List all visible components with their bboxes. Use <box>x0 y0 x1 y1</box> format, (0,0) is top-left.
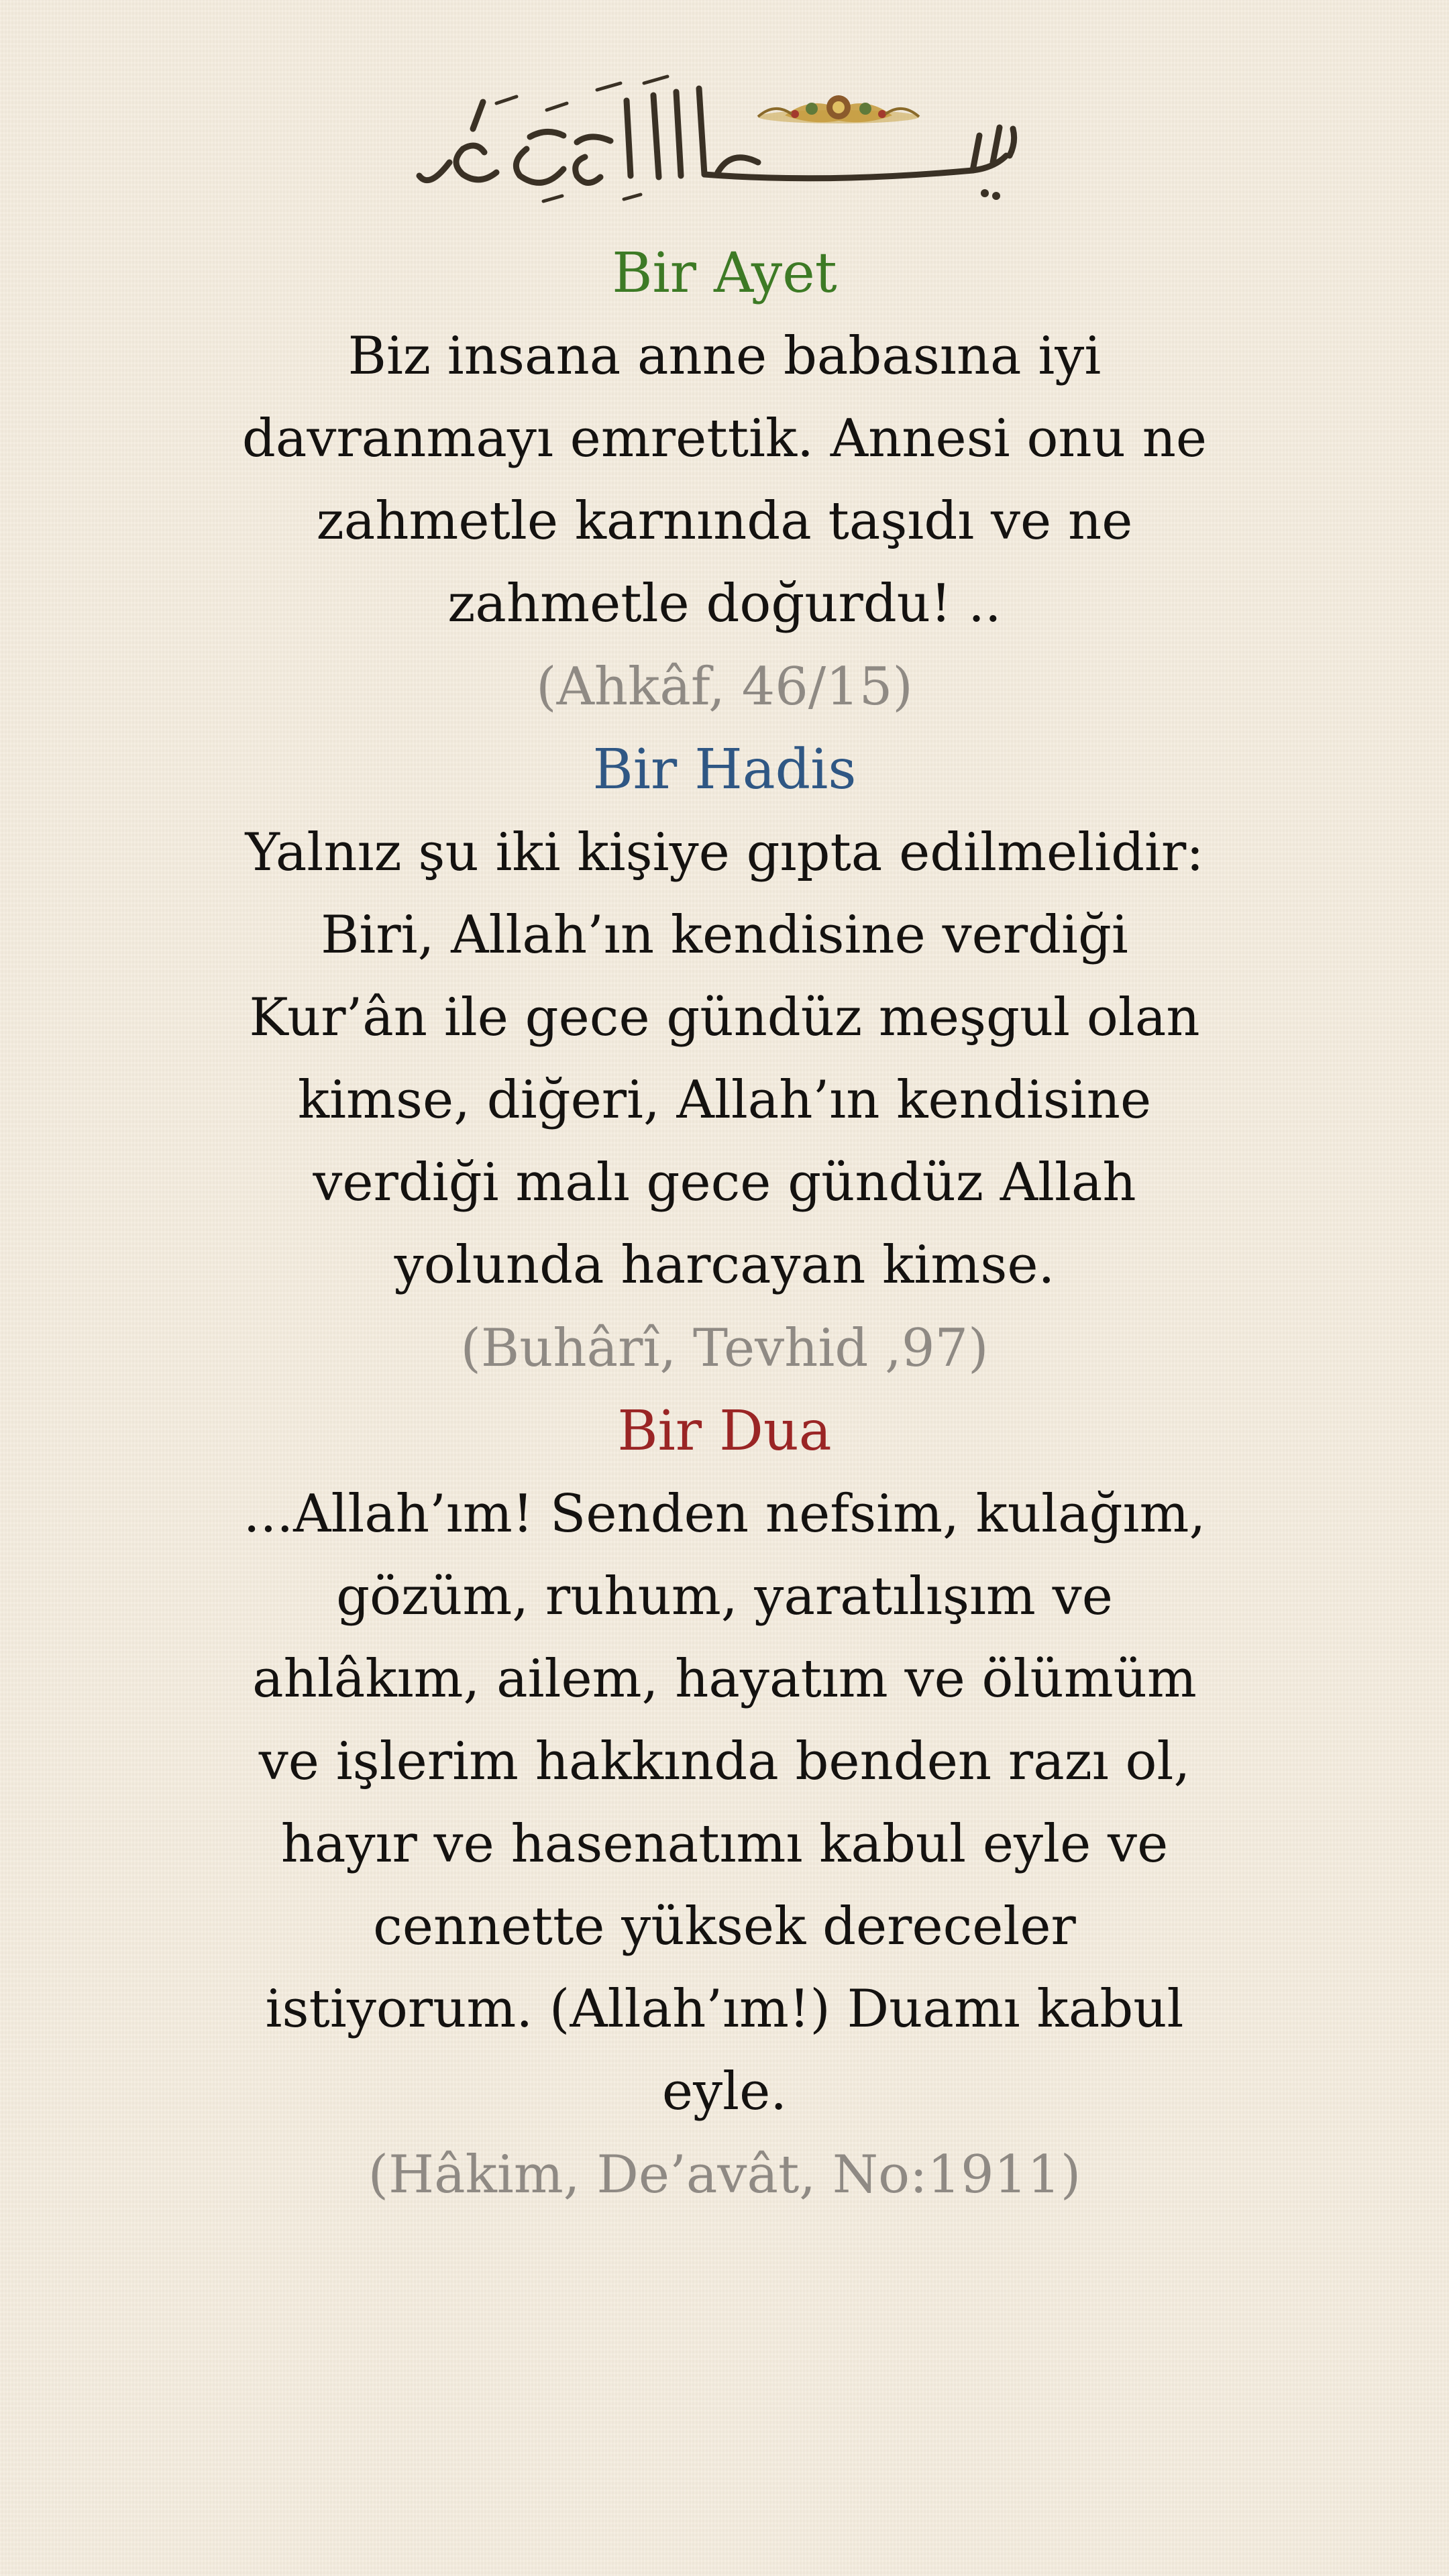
dua-section <box>228 1390 1221 2216</box>
dua-text: ...Allah’ım! Senden nefsim, kulağım, gözüm, ruhum, yaratılışım ve ahlâkım, ailem, hayatım ve ölümüm ve işlerim hakkında benden razı ol, hayır ve hasenatımı kabul eyle ve cennette yüksek dereceler istiyorum. (Allah’ım!) Duamı kabul eyle. <box>243 1484 1206 2122</box>
ayet-section <box>228 232 1221 729</box>
content-column <box>228 232 1221 2216</box>
bismillah-calligraphy-icon <box>409 62 1040 216</box>
dua-heading: Bir Dua <box>617 1399 832 1463</box>
hadis-section <box>228 729 1221 1390</box>
hadis-source: (Buhârî, Tevhid ,97) <box>460 1318 989 1379</box>
floral-ornament-icon <box>758 95 919 123</box>
ayet-text: Biz insana anne babasına iyi davranmayı emrettik. Annesi onu ne zahmetle karnında taşıdı ve ne zahmetle doğurdu! .. <box>241 326 1208 634</box>
hadis-text: Yalnız şu iki kişiye gıpta edilmelidir: Biri, Allah’ın kendisine verdiği Kur’ân ile gece gündüz meşgul olan kimse, diğeri, Allah’ın kendisine verdiği malı gece gündüz Allah yolunda harcayan kimse. <box>245 822 1204 1295</box>
hadis-heading: Bir Hadis <box>592 738 857 802</box>
ayet-source: (Ahkâf, 46/15) <box>536 657 913 717</box>
dua-source: (Hâkim, De’avât, No:1911) <box>368 2145 1081 2205</box>
ayet-heading: Bir Ayet <box>612 241 837 305</box>
